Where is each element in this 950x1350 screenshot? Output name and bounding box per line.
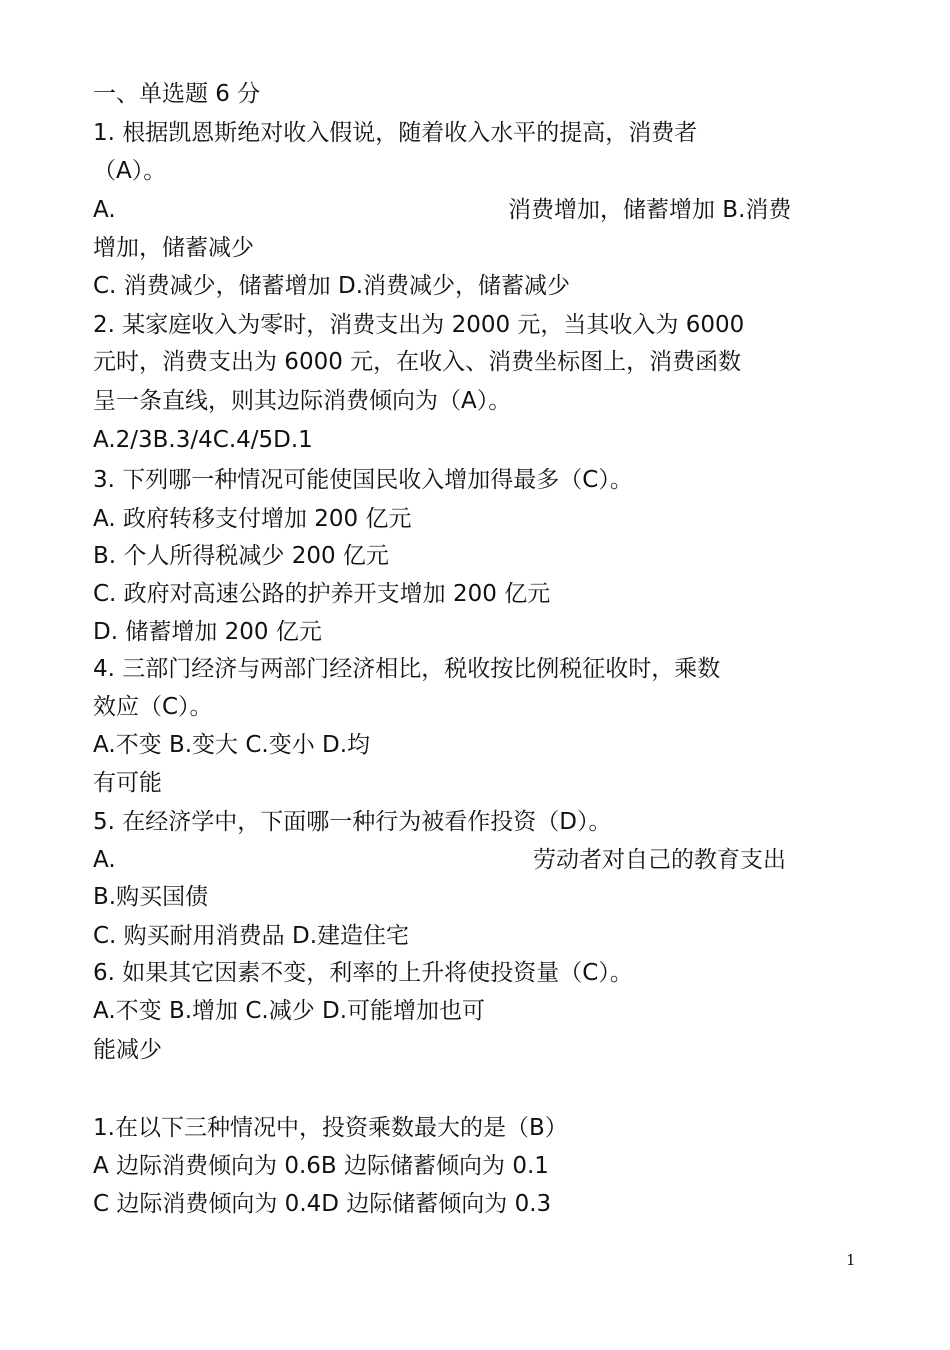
question-1-stem-line-1: 1. 根据凯恩斯绝对收入假说，随着收入水平的提高，消费者 [93, 120, 698, 146]
extra-question-stem: 1.在以下三种情况中，投资乘数最大的是（B） [93, 1115, 568, 1141]
extra-question-options-line-2: C 边际消费倾向为 0.4D 边际储蓄倾向为 0.3 [93, 1191, 552, 1217]
question-5-options-line-3: C. 购买耐用消费品 D.建造住宅 [93, 923, 410, 949]
question-3-option-b: B. 个人所得税减少 200 亿元 [93, 543, 389, 569]
question-1-stem-line-2: （A）。 [93, 158, 167, 184]
question-4-stem-line-1: 4. 三部门经济与两部门经济相比，税收按比例税征收时，乘数 [93, 656, 721, 682]
question-6-options-line-2: 能减少 [93, 1037, 162, 1063]
question-5-options-line-2: B.购买国债 [93, 884, 209, 910]
question-2-options: A.2/3B.3/4C.4/5D.1 [93, 427, 313, 453]
extra-question-options-line-1: A 边际消费倾向为 0.6B 边际储蓄倾向为 0.1 [93, 1153, 549, 1179]
question-2-stem-line-1: 2. 某家庭收入为零时，消费支出为 2000 元，当其收入为 6000 [93, 312, 745, 338]
question-1-options-line-2: 增加，储蓄减少 [93, 235, 254, 261]
question-4-options-line-1: A.不变 B.变大 C.变小 D.均 [93, 732, 371, 758]
question-5-option-a-text: 劳动者对自己的教育支出 [533, 847, 786, 873]
question-5-stem: 5. 在经济学中，下面哪一种行为被看作投资（D）。 [93, 809, 612, 835]
question-4-stem-line-2: 效应（C）。 [93, 694, 213, 720]
question-6-options-line-1: A.不变 B.增加 C.减少 D.可能增加也可 [93, 998, 486, 1024]
question-3-stem: 3. 下列哪一种情况可能使国民收入增加得最多（C）。 [93, 467, 633, 493]
question-1-options-line-1: 消费增加，储蓄增加 B.消费 [508, 197, 792, 223]
question-2-stem-line-2: 元时，消费支出为 6000 元，在收入、消费坐标图上，消费函数 [93, 349, 742, 375]
question-3-option-a: A. 政府转移支付增加 200 亿元 [93, 506, 412, 532]
question-1-option-a-label: A. [93, 197, 116, 223]
page-number: 1 [846, 1251, 856, 1269]
question-5-option-a-label: A. [93, 847, 116, 873]
question-3-option-c: C. 政府对高速公路的护养开支增加 200 亿元 [93, 581, 551, 607]
question-6-stem: 6. 如果其它因素不变，利率的上升将使投资量（C）。 [93, 960, 633, 986]
section-title: 一、单选题 6 分 [93, 81, 261, 107]
question-2-stem-line-3: 呈一条直线，则其边际消费倾向为（A）。 [93, 388, 512, 414]
question-4-options-line-2: 有可能 [93, 770, 162, 796]
question-3-option-d: D. 储蓄增加 200 亿元 [93, 619, 322, 645]
question-1-options-line-3: C. 消费减少，储蓄增加 D.消费减少，储蓄减少 [93, 273, 571, 299]
